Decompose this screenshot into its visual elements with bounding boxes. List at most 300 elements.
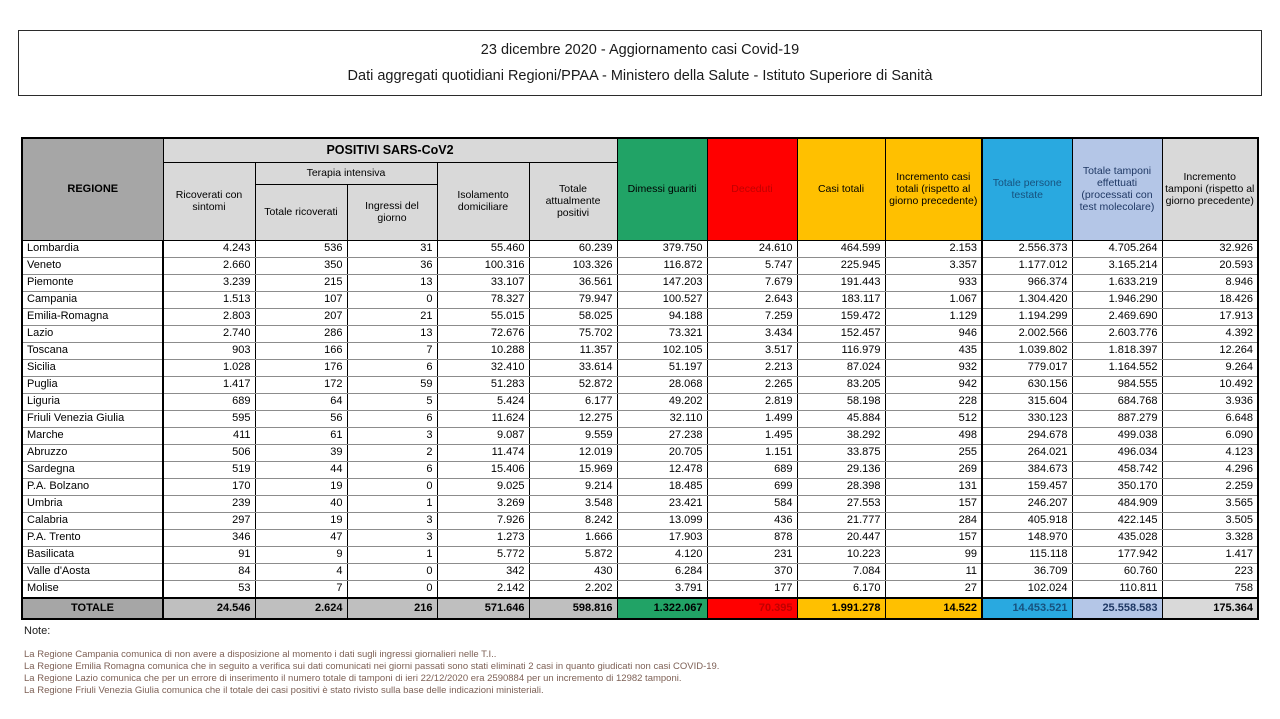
value-cell: 12.264 [1162, 342, 1258, 359]
value-cell: 2 [347, 444, 437, 461]
value-cell: 231 [707, 546, 797, 563]
value-cell: 4.392 [1162, 325, 1258, 342]
value-cell: 7.084 [797, 563, 885, 580]
value-cell: 436 [707, 512, 797, 529]
region-name-cell: Lazio [22, 325, 163, 342]
table-footer [22, 598, 1258, 619]
value-cell: 536 [255, 240, 347, 257]
value-cell: 422.145 [1072, 512, 1162, 529]
value-cell: 2.202 [529, 580, 617, 598]
value-cell: 903 [163, 342, 255, 359]
value-cell: 1.164.552 [1072, 359, 1162, 376]
value-cell: 1.666 [529, 529, 617, 546]
value-cell: 689 [707, 461, 797, 478]
value-cell: 177 [707, 580, 797, 598]
value-cell: 183.117 [797, 291, 885, 308]
totale-row [22, 598, 1258, 619]
region-name-cell: Emilia-Romagna [22, 308, 163, 325]
value-cell: 2.153 [885, 240, 982, 257]
value-cell: 39 [255, 444, 347, 461]
value-cell: 0 [347, 291, 437, 308]
region-name-cell: Abruzzo [22, 444, 163, 461]
value-cell: 3.165.214 [1072, 257, 1162, 274]
table-row [22, 291, 1258, 308]
value-cell: 4.123 [1162, 444, 1258, 461]
table-row [22, 529, 1258, 546]
value-cell: 2.660 [163, 257, 255, 274]
value-cell: 223 [1162, 563, 1258, 580]
region-name-cell: Veneto [22, 257, 163, 274]
value-cell: 52.872 [529, 376, 617, 393]
value-cell: 58.198 [797, 393, 885, 410]
value-cell: 3.517 [707, 342, 797, 359]
value-cell: 51.197 [617, 359, 707, 376]
col-header-persone-testate: Totale persone testate [982, 138, 1072, 240]
value-cell: 1.177.012 [982, 257, 1072, 274]
totale-attualmente-positivi: 598.816 [529, 598, 617, 619]
value-cell: 147.203 [617, 274, 707, 291]
value-cell: 102.024 [982, 580, 1072, 598]
value-cell: 20.447 [797, 529, 885, 546]
table-body [22, 240, 1258, 598]
value-cell: 27 [885, 580, 982, 598]
value-cell: 49.202 [617, 393, 707, 410]
value-cell: 12.019 [529, 444, 617, 461]
value-cell: 699 [707, 478, 797, 495]
value-cell: 430 [529, 563, 617, 580]
value-cell: 239 [163, 495, 255, 512]
value-cell: 1.194.299 [982, 308, 1072, 325]
value-cell: 4.120 [617, 546, 707, 563]
value-cell: 966.374 [982, 274, 1072, 291]
notes-section [24, 625, 1224, 697]
col-header-isolamento-domiciliare: Isolamento domiciliare [437, 162, 529, 240]
value-cell: 5.747 [707, 257, 797, 274]
value-cell: 297 [163, 512, 255, 529]
value-cell: 405.918 [982, 512, 1072, 529]
region-name-cell: Sardegna [22, 461, 163, 478]
value-cell: 100.527 [617, 291, 707, 308]
value-cell: 946 [885, 325, 982, 342]
value-cell: 56 [255, 410, 347, 427]
value-cell: 684.768 [1072, 393, 1162, 410]
value-cell: 1.946.290 [1072, 291, 1162, 308]
title-source-line: Dati aggregati quotidiani Regioni/PPAA - Ministero della Salute - Istituto Superiore di Sanità [347, 68, 933, 85]
col-header-ingressi-del-giorno: Ingressi del giorno [347, 184, 437, 240]
value-cell: 32.410 [437, 359, 529, 376]
value-cell: 157 [885, 495, 982, 512]
totale-dimessi-guariti: 1.322.067 [617, 598, 707, 619]
value-cell: 29.136 [797, 461, 885, 478]
value-cell: 116.979 [797, 342, 885, 359]
value-cell: 159.457 [982, 478, 1072, 495]
value-cell: 215 [255, 274, 347, 291]
value-cell: 346 [163, 529, 255, 546]
value-cell: 78.327 [437, 291, 529, 308]
value-cell: 3 [347, 427, 437, 444]
value-cell: 1.067 [885, 291, 982, 308]
value-cell: 31 [347, 240, 437, 257]
value-cell: 3 [347, 529, 437, 546]
totale-incremento-casi: 14.522 [885, 598, 982, 619]
table-row [22, 410, 1258, 427]
value-cell: 75.702 [529, 325, 617, 342]
table-row [22, 427, 1258, 444]
table-row [22, 512, 1258, 529]
value-cell: 584 [707, 495, 797, 512]
value-cell: 115.118 [982, 546, 1072, 563]
value-cell: 32.110 [617, 410, 707, 427]
value-cell: 191.443 [797, 274, 885, 291]
table-row [22, 461, 1258, 478]
value-cell: 207 [255, 308, 347, 325]
region-name-cell: Sicilia [22, 359, 163, 376]
totale-casi-totali: 1.991.278 [797, 598, 885, 619]
value-cell: 12.275 [529, 410, 617, 427]
value-cell: 100.316 [437, 257, 529, 274]
value-cell: 2.142 [437, 580, 529, 598]
value-cell: 3.565 [1162, 495, 1258, 512]
value-cell: 2.556.373 [982, 240, 1072, 257]
value-cell: 15.406 [437, 461, 529, 478]
table-row [22, 308, 1258, 325]
value-cell: 24.610 [707, 240, 797, 257]
value-cell: 110.811 [1072, 580, 1162, 598]
value-cell: 512 [885, 410, 982, 427]
value-cell: 28.068 [617, 376, 707, 393]
value-cell: 103.326 [529, 257, 617, 274]
region-name-cell: Lombardia [22, 240, 163, 257]
value-cell: 152.457 [797, 325, 885, 342]
value-cell: 3 [347, 512, 437, 529]
value-cell: 464.599 [797, 240, 885, 257]
col-header-totale-attualmente-positivi: Totale attualmente positivi [529, 162, 617, 240]
value-cell: 17.913 [1162, 308, 1258, 325]
value-cell: 159.472 [797, 308, 885, 325]
notes-heading: Note: [24, 625, 51, 637]
value-cell: 55.460 [437, 240, 529, 257]
value-cell: 6.284 [617, 563, 707, 580]
value-cell: 6.177 [529, 393, 617, 410]
table-row [22, 495, 1258, 512]
value-cell: 94.188 [617, 308, 707, 325]
value-cell: 5.872 [529, 546, 617, 563]
value-cell: 170 [163, 478, 255, 495]
value-cell: 10.223 [797, 546, 885, 563]
value-cell: 19 [255, 512, 347, 529]
col-header-deceduti: Deceduti [707, 138, 797, 240]
value-cell: 11.474 [437, 444, 529, 461]
value-cell: 1.273 [437, 529, 529, 546]
value-cell: 2.259 [1162, 478, 1258, 495]
value-cell: 6.170 [797, 580, 885, 598]
value-cell: 131 [885, 478, 982, 495]
value-cell: 116.872 [617, 257, 707, 274]
value-cell: 779.017 [982, 359, 1072, 376]
group-header-terapia-intensiva: Terapia intensiva [255, 162, 437, 184]
value-cell: 6 [347, 410, 437, 427]
value-cell: 33.614 [529, 359, 617, 376]
value-cell: 933 [885, 274, 982, 291]
value-cell: 264.021 [982, 444, 1072, 461]
value-cell: 758 [1162, 580, 1258, 598]
note-item: La Regione Emilia Romagna comunica che in seguito a verifica sui dati comunicati nei giorni passati sono stati eliminati 2 casi in quanto giudicati non casi COVID-19. [24, 661, 720, 672]
value-cell: 177.942 [1072, 546, 1162, 563]
value-cell: 932 [885, 359, 982, 376]
col-header-incremento-casi: Incremento casi totali (rispetto al giorno precedente) [885, 138, 982, 240]
value-cell: 4 [255, 563, 347, 580]
value-cell: 79.947 [529, 291, 617, 308]
value-cell: 269 [885, 461, 982, 478]
value-cell: 0 [347, 478, 437, 495]
value-cell: 36.561 [529, 274, 617, 291]
value-cell: 498 [885, 427, 982, 444]
value-cell: 87.024 [797, 359, 885, 376]
value-cell: 3.434 [707, 325, 797, 342]
value-cell: 330.123 [982, 410, 1072, 427]
value-cell: 53 [163, 580, 255, 598]
col-header-regione: REGIONE [22, 138, 163, 240]
value-cell: 21.777 [797, 512, 885, 529]
value-cell: 99 [885, 546, 982, 563]
value-cell: 2.469.690 [1072, 308, 1162, 325]
value-cell: 27.238 [617, 427, 707, 444]
value-cell: 18.426 [1162, 291, 1258, 308]
region-name-cell: P.A. Bolzano [22, 478, 163, 495]
value-cell: 1.304.420 [982, 291, 1072, 308]
value-cell: 3.239 [163, 274, 255, 291]
region-name-cell: Calabria [22, 512, 163, 529]
value-cell: 6 [347, 461, 437, 478]
value-cell: 148.970 [982, 529, 1072, 546]
value-cell: 1.151 [707, 444, 797, 461]
value-cell: 246.207 [982, 495, 1072, 512]
value-cell: 3.791 [617, 580, 707, 598]
value-cell: 40 [255, 495, 347, 512]
value-cell: 91 [163, 546, 255, 563]
value-cell: 342 [437, 563, 529, 580]
value-cell: 1.129 [885, 308, 982, 325]
value-cell: 10.492 [1162, 376, 1258, 393]
value-cell: 73.321 [617, 325, 707, 342]
value-cell: 19 [255, 478, 347, 495]
value-cell: 33.875 [797, 444, 885, 461]
value-cell: 36.709 [982, 563, 1072, 580]
region-name-cell: Umbria [22, 495, 163, 512]
value-cell: 17.903 [617, 529, 707, 546]
region-name-cell: Puglia [22, 376, 163, 393]
region-name-cell: Valle d'Aosta [22, 563, 163, 580]
value-cell: 1.028 [163, 359, 255, 376]
table-row [22, 342, 1258, 359]
value-cell: 2.265 [707, 376, 797, 393]
table-header [22, 138, 1258, 240]
value-cell: 3.269 [437, 495, 529, 512]
region-name-cell: Campania [22, 291, 163, 308]
value-cell: 32.926 [1162, 240, 1258, 257]
value-cell: 3.357 [885, 257, 982, 274]
value-cell: 3.505 [1162, 512, 1258, 529]
value-cell: 286 [255, 325, 347, 342]
value-cell: 506 [163, 444, 255, 461]
note-item: La Regione Friuli Venezia Giulia comunica che il totale dei casi positivi è stato rivisto sulla base delle indicazioni ministeriali. [24, 685, 544, 696]
col-header-ricoverati-con-sintomi: Ricoverati con sintomi [163, 162, 255, 240]
table-row [22, 444, 1258, 461]
value-cell: 5.772 [437, 546, 529, 563]
value-cell: 7 [255, 580, 347, 598]
region-name-cell: Molise [22, 580, 163, 598]
title-date-line: 23 dicembre 2020 - Aggiornamento casi Covid-19 [480, 41, 800, 58]
value-cell: 435 [885, 342, 982, 359]
value-cell: 255 [885, 444, 982, 461]
value-cell: 28.398 [797, 478, 885, 495]
title-box [18, 30, 1262, 96]
value-cell: 2.803 [163, 308, 255, 325]
value-cell: 9 [255, 546, 347, 563]
value-cell: 10.288 [437, 342, 529, 359]
value-cell: 3.328 [1162, 529, 1258, 546]
col-header-dimessi-guariti: Dimessi guariti [617, 138, 707, 240]
value-cell: 23.421 [617, 495, 707, 512]
value-cell: 984.555 [1072, 376, 1162, 393]
value-cell: 384.673 [982, 461, 1072, 478]
value-cell: 2.603.776 [1072, 325, 1162, 342]
value-cell: 18.485 [617, 478, 707, 495]
value-cell: 20.593 [1162, 257, 1258, 274]
region-name-cell: Marche [22, 427, 163, 444]
value-cell: 8.242 [529, 512, 617, 529]
value-cell: 60.760 [1072, 563, 1162, 580]
value-cell: 33.107 [437, 274, 529, 291]
value-cell: 4.243 [163, 240, 255, 257]
value-cell: 5.424 [437, 393, 529, 410]
value-cell: 3.548 [529, 495, 617, 512]
totale-isolamento: 571.646 [437, 598, 529, 619]
value-cell: 21 [347, 308, 437, 325]
region-name-cell: Basilicata [22, 546, 163, 563]
value-cell: 6.648 [1162, 410, 1258, 427]
value-cell: 435.028 [1072, 529, 1162, 546]
value-cell: 284 [885, 512, 982, 529]
table-row [22, 563, 1258, 580]
table-row [22, 325, 1258, 342]
value-cell: 7 [347, 342, 437, 359]
value-cell: 47 [255, 529, 347, 546]
value-cell: 1.417 [1162, 546, 1258, 563]
value-cell: 1.499 [707, 410, 797, 427]
value-cell: 20.705 [617, 444, 707, 461]
value-cell: 0 [347, 563, 437, 580]
value-cell: 630.156 [982, 376, 1072, 393]
value-cell: 0 [347, 580, 437, 598]
value-cell: 45.884 [797, 410, 885, 427]
value-cell: 61 [255, 427, 347, 444]
value-cell: 519 [163, 461, 255, 478]
value-cell: 1.818.397 [1072, 342, 1162, 359]
value-cell: 9.087 [437, 427, 529, 444]
value-cell: 1.513 [163, 291, 255, 308]
totale-ricoverati: 24.546 [163, 598, 255, 619]
value-cell: 1.633.219 [1072, 274, 1162, 291]
table-row [22, 257, 1258, 274]
value-cell: 942 [885, 376, 982, 393]
value-cell: 2.002.566 [982, 325, 1072, 342]
table-row [22, 376, 1258, 393]
value-cell: 5 [347, 393, 437, 410]
note-item: La Regione Lazio comunica che per un errore di inserimento il numero totale di tamponi di ieri 22/12/2020 era 2590884 per un incremento di 12982 tamponi. [24, 673, 682, 684]
totale-incremento-tamponi: 175.364 [1162, 598, 1258, 619]
value-cell: 2.819 [707, 393, 797, 410]
value-cell: 6 [347, 359, 437, 376]
value-cell: 294.678 [982, 427, 1072, 444]
value-cell: 27.553 [797, 495, 885, 512]
value-cell: 4.296 [1162, 461, 1258, 478]
value-cell: 9.214 [529, 478, 617, 495]
value-cell: 4.705.264 [1072, 240, 1162, 257]
totale-label: TOTALE [22, 598, 163, 619]
totale-ingressi: 216 [347, 598, 437, 619]
value-cell: 1.417 [163, 376, 255, 393]
col-header-casi-totali: Casi totali [797, 138, 885, 240]
value-cell: 6.090 [1162, 427, 1258, 444]
table-row [22, 478, 1258, 495]
value-cell: 83.205 [797, 376, 885, 393]
value-cell: 8.946 [1162, 274, 1258, 291]
col-header-incremento-tamponi: Incremento tamponi (rispetto al giorno precedente) [1162, 138, 1258, 240]
table-row [22, 240, 1258, 257]
value-cell: 499.038 [1072, 427, 1162, 444]
table-row [22, 359, 1258, 376]
value-cell: 7.926 [437, 512, 529, 529]
value-cell: 1 [347, 495, 437, 512]
region-name-cell: Toscana [22, 342, 163, 359]
value-cell: 2.740 [163, 325, 255, 342]
value-cell: 7.259 [707, 308, 797, 325]
value-cell: 9.025 [437, 478, 529, 495]
totale-deceduti: 70.395 [707, 598, 797, 619]
value-cell: 496.034 [1072, 444, 1162, 461]
value-cell: 315.604 [982, 393, 1072, 410]
value-cell: 3.936 [1162, 393, 1258, 410]
value-cell: 44 [255, 461, 347, 478]
value-cell: 9.264 [1162, 359, 1258, 376]
region-name-cell: Piemonte [22, 274, 163, 291]
value-cell: 13.099 [617, 512, 707, 529]
group-header-positivi-sars-cov2: POSITIVI SARS-CoV2 [163, 138, 617, 162]
value-cell: 2.213 [707, 359, 797, 376]
region-name-cell: Friuli Venezia Giulia [22, 410, 163, 427]
value-cell: 458.742 [1072, 461, 1162, 478]
value-cell: 7.679 [707, 274, 797, 291]
value-cell: 166 [255, 342, 347, 359]
value-cell: 1.495 [707, 427, 797, 444]
value-cell: 15.969 [529, 461, 617, 478]
value-cell: 72.676 [437, 325, 529, 342]
value-cell: 172 [255, 376, 347, 393]
totale-persone-testate: 14.453.521 [982, 598, 1072, 619]
value-cell: 225.945 [797, 257, 885, 274]
value-cell: 60.239 [529, 240, 617, 257]
table-row [22, 580, 1258, 598]
value-cell: 51.283 [437, 376, 529, 393]
value-cell: 1 [347, 546, 437, 563]
col-header-totale-ricoverati: Totale ricoverati [255, 184, 347, 240]
value-cell: 887.279 [1072, 410, 1162, 427]
totale-terapia-intensiva: 2.624 [255, 598, 347, 619]
value-cell: 55.015 [437, 308, 529, 325]
value-cell: 11 [885, 563, 982, 580]
value-cell: 11.624 [437, 410, 529, 427]
